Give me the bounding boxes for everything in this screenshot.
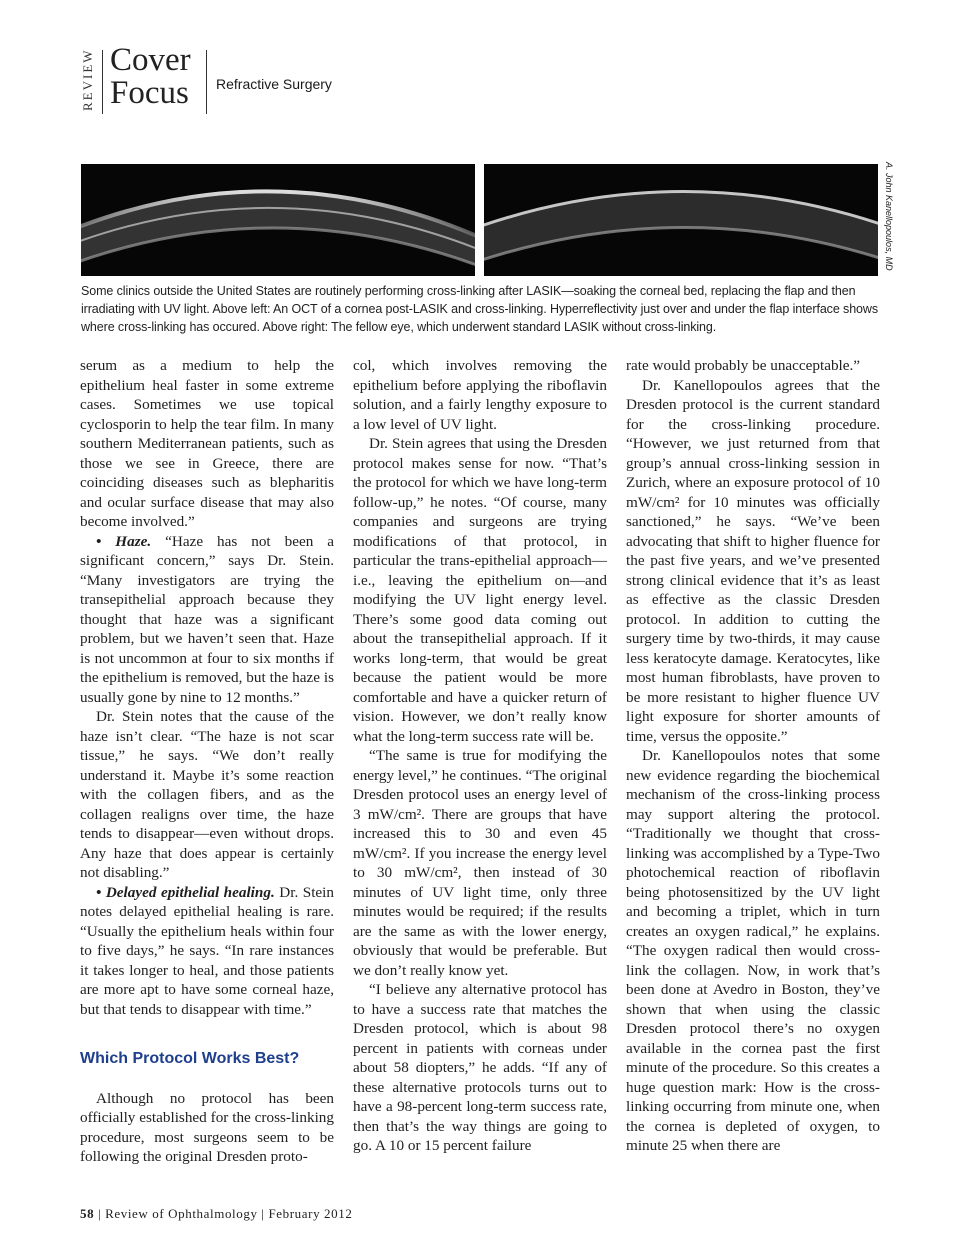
paragraph: Dr. Kanellopoulos notes that some new evidence regarding the biochemical mechanism of the cross-linking process may support altering the protocol. “Traditionally we thought that cross-linking was accomplished by a Type-Two photochemical reaction of riboflavin being photosensitized by the UV light and becoming a triplet, which in turn creates an oxygen radical,” he explains. “The oxygen radical then would cross-link the collagen. Now, in work that’s been done at Avedro in Boston, they’ve shown that when using the classic Dresden protocol there’s no oxygen available in the cornea past the first minute of the procedure. So this creates a huge question mark: How is the cross-linking occurring from minute one, when the cornea is depleted of oxygen, to minute 25 when there are (626, 747, 880, 1154)
section-label: Refractive Surgery (216, 76, 332, 92)
footer-publication: | Review of Ophthalmology | February 2012 (94, 1206, 353, 1221)
header-divider-2 (206, 50, 207, 114)
bullet-heading-haze: • Haze. (96, 532, 152, 550)
page-number: 58 (80, 1206, 95, 1221)
paragraph-haze (80, 532, 334, 708)
paragraph: “The same is true for modifying the energy level,” he continues. “The original Dresden protocol uses an energy level of 3 mW/cm². There are groups that have increased this to 30 and even 45 mW/cm². If you increase the energy level to 30 mW/cm², then instead of 30 minutes of UV light time, only three minutes would be required; if the results are the same as with the lower energy, obviously that would be preferable. But we don’t really know yet. (353, 747, 608, 979)
paragraph: Dr. Stein notes that the cause of the haze isn’t clear. “The haze is not scar tissue,” he says. “We don’t really understand it. Maybe it’s some reaction with the collagen fibers, and as the collagen realigns over time, the haze tends to disappear—even without drops. Any haze that does appear is certainly not disabling.” (80, 708, 334, 881)
paragraph: rate would probably be unacceptable.” (626, 357, 861, 374)
review-label: REVIEW (80, 48, 95, 112)
title-line-2: Focus (110, 75, 189, 111)
paragraph: “I believe any alternative protocol has to have a success rate that matches the Dresden protocol, which is about 98 percent in patients with corneas under about 58 diopters,” he adds. “If any of these alternative protocols turns out to have a 98-percent long-term success rate, then that’s the way things are going to go. A 10 or 15 percent failure (353, 981, 607, 1154)
bullet-heading-delayed-healing: • Delayed epithelial healing. (96, 883, 275, 901)
paragraph: Dr. Kanellopoulos agrees that the Dresden protocol is the current standard for the cross-linking procedure. “However, we just returned from that group’s annual cross-linking session in Zurich, where an exposure protocol of 10 mW/cm² for 10 minutes was officially sanctioned,” he says. “We’ve been advocating that shift to higher fluence for the past five years, and we’ve presented strong clinical evidence that it’s as least as effective as the classic Dresden protocol. In addition to cutting the surgery time by two-thirds, it may cause less keratocyte damage. Keratocytes, like most human fibroblasts, have proven to be more resistant to higher fluence UV light exposure for shorter amounts of time, versus the opposite.” (626, 376, 880, 745)
body-column-3 (626, 356, 880, 1156)
paragraph-delayed-healing (80, 883, 334, 1020)
paragraph: col, which involves removing the epithelium before applying the riboflavin solution, and a fairly lengthy exposure to a low level of UV light. (353, 357, 607, 433)
paragraph: serum as a medium to help the epithelium heal faster in some extreme cases. Sometimes we use topical cyclosporin to help the tear film. In many southern Mediterranean patients, such as those we see in Greece, there are coinciding diseases such as blepharitis and ocular surface disease that may also become involved.” (80, 357, 334, 530)
cover-focus-title (110, 44, 220, 110)
title-line-1: Cover (110, 42, 191, 78)
page-footer (80, 1206, 352, 1222)
paragraph-text: Dr. Stein notes delayed epithelial healing is rare. “Usually the epithelium heals within four to five days,” he says. “In rare instances it takes longer to heal, and those patients are more apt to have some corneal haze, but that tends to disappear with time.” (80, 883, 334, 1018)
figure-caption: Some clinics outside the United States are routinely performing cross-linking after LASIK—soaking the corneal bed, replacing the flap and then irradiating with UV light. Above left: An OCT of a cornea post-LASIK and cross-linking. Hyperreflectivity just over and under the flap interface shows where cross-linking has occured. Above right: The fellow eye, which underwent standard LASIK without cross-linking. (81, 284, 878, 334)
oct-image-right (484, 164, 878, 276)
oct-image-left (81, 164, 475, 276)
header-divider (102, 50, 103, 114)
photo-credit: A. John Kanellopoulos, MD (884, 162, 894, 271)
paragraph-text: “Haze has not been a significant concern,” says Dr. Stein. “Many investigators are trying the transepithelial approach because they thought that haze was a significant problem, but we haven’t seen that. Haze is not uncommon at four to six months if the epithelium is removed, but the haze is usually gone by nine to 12 months.” (80, 532, 334, 706)
body-column-1 (80, 356, 334, 1167)
paragraph: Dr. Stein agrees that using the Dresden protocol makes sense for now. “That’s the protocol for which we have long-term follow-up,” he notes. “Of course, many companies and surgeons are trying modifications of that protocol, in particular the trans-epithelial approach—i.e., leaving the epithelium on—and modifying the UV light energy level. There’s some good data coming out about the transepithelial approach. If it works long-term, that would be great because the patient would be more comfortable and have a quicker return of vision. However, we don’t really know what the long-term success rate will be. (353, 435, 607, 745)
body-column-2 (353, 356, 607, 1156)
section-subheading: Which Protocol Works Best? (80, 1050, 300, 1067)
paragraph: Although no protocol has been officially established for the cross-linking procedure, most surgeons seem to be following the original Dresden proto- (80, 1089, 334, 1165)
